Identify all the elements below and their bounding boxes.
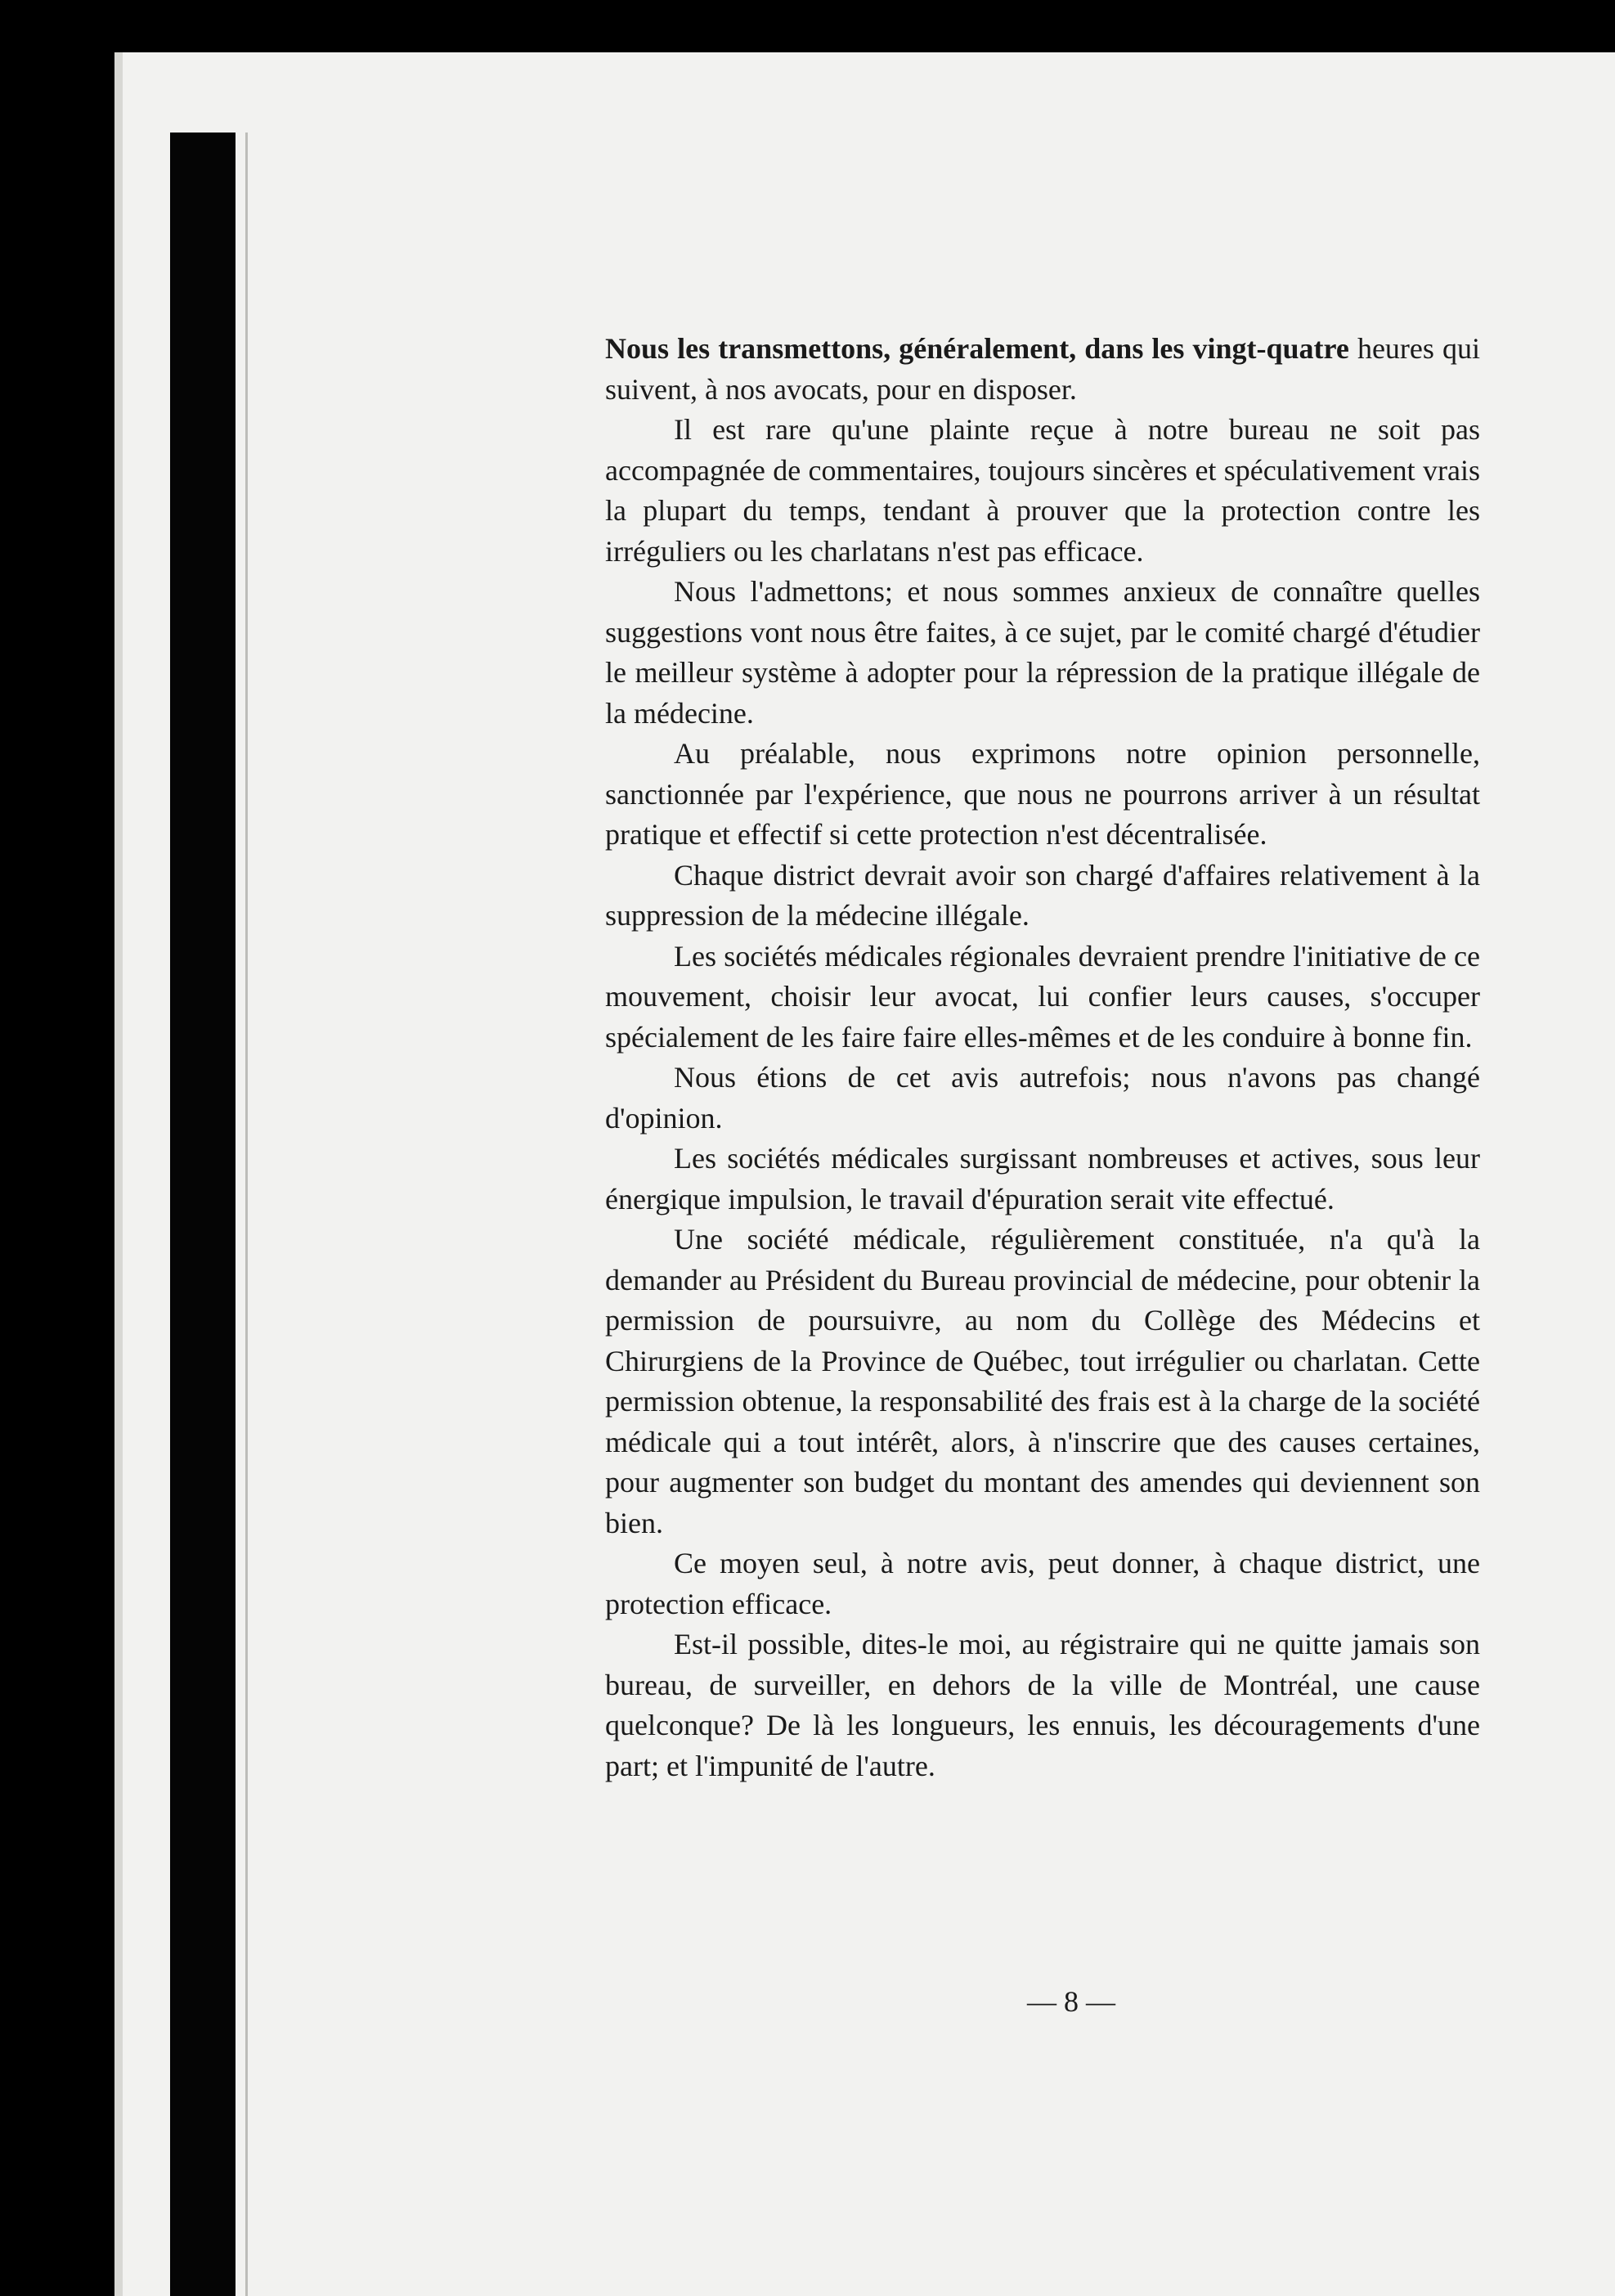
page-number: — 8 — (1027, 1985, 1115, 2018)
back-sheet-edge (114, 52, 123, 2296)
paragraph-10: Est-il possible, dites-le moi, au régistraire qui ne quitte jamais son bureau, de surveiller, en dehors de la ville de Montréal, une cause quelconque? De là les longueurs, les ennuis, les découragements d'une part; et l'impunité de l'autre. (605, 1628, 1480, 1782)
lead-line: Nous les transmettons, généralement, dans les vingt-quatre (605, 332, 1349, 365)
paragraph-8: Une société médicale, régulièrement constituée, n'a qu'à la demander au Président du Bureau provincial de médecine, pour obtenir la permission de poursuivre, au nom du Collège des Médecins et Chirurgiens de la Province de Québec, tout irrégulier ou charlatan. Cette permission obtenue, la responsabilité des frais est à la charge de la société médicale qui a tout intérêt, alors, à n'inscrire que des causes certaines, pour augmenter son budget du montant des amendes qui deviennent son bien. (605, 1223, 1480, 1539)
body-text (605, 329, 1480, 1786)
paragraph-2: Nous l'admettons; et nous sommes anxieux de connaître quelles suggestions vont nous être faites, à ce sujet, par le comité chargé d'étudier le meilleur système à adopter pour la répression de la pratique illégale de la médecine. (605, 575, 1480, 730)
paragraph-0 (605, 329, 1480, 410)
paragraph-5: Les sociétés médicales régionales devraient prendre l'initiative de ce mouvement, choisir leur avocat, lui confier leurs causes, s'occuper spécialement de les faire faire elles-mêmes et de les conduire à bonne fin. (605, 939, 1480, 1054)
paragraph-9: Ce moyen seul, à notre avis, peut donner, à chaque district, une protection efficace. (605, 1547, 1480, 1620)
paragraph-4: Chaque district devrait avoir son chargé d'affaires relativement à la suppression de la médecine illégale. (605, 858, 1480, 932)
binding-edge-line (245, 133, 248, 2296)
paragraph-3: Au préalable, nous exprimons notre opinion personnelle, sanctionnée par l'expérience, que nous ne pourrons arriver à un résultat pratique et effectif si cette protection n'est décentralisée. (605, 737, 1480, 851)
binding-shadow (170, 133, 236, 2296)
paragraph-7: Les sociétés médicales surgissant nombreuses et actives, sous leur énergique impulsion, le travail d'épuration serait vite effectué. (605, 1142, 1480, 1215)
paragraph-6: Nous étions de cet avis autrefois; nous n'avons pas changé d'opinion. (605, 1061, 1480, 1135)
paragraph-0-text: heures qui suivent, à nos avocats, pour en disposer. (605, 332, 1480, 406)
paragraph-1: Il est rare qu'une plainte reçue à notre bureau ne soit pas accompagnée de commentaires, toujours sincères et spéculativement vrais la plupart du temps, tendant à prouver que la protection contre les irréguliers ou les charlatans n'est pas efficace. (605, 413, 1480, 568)
